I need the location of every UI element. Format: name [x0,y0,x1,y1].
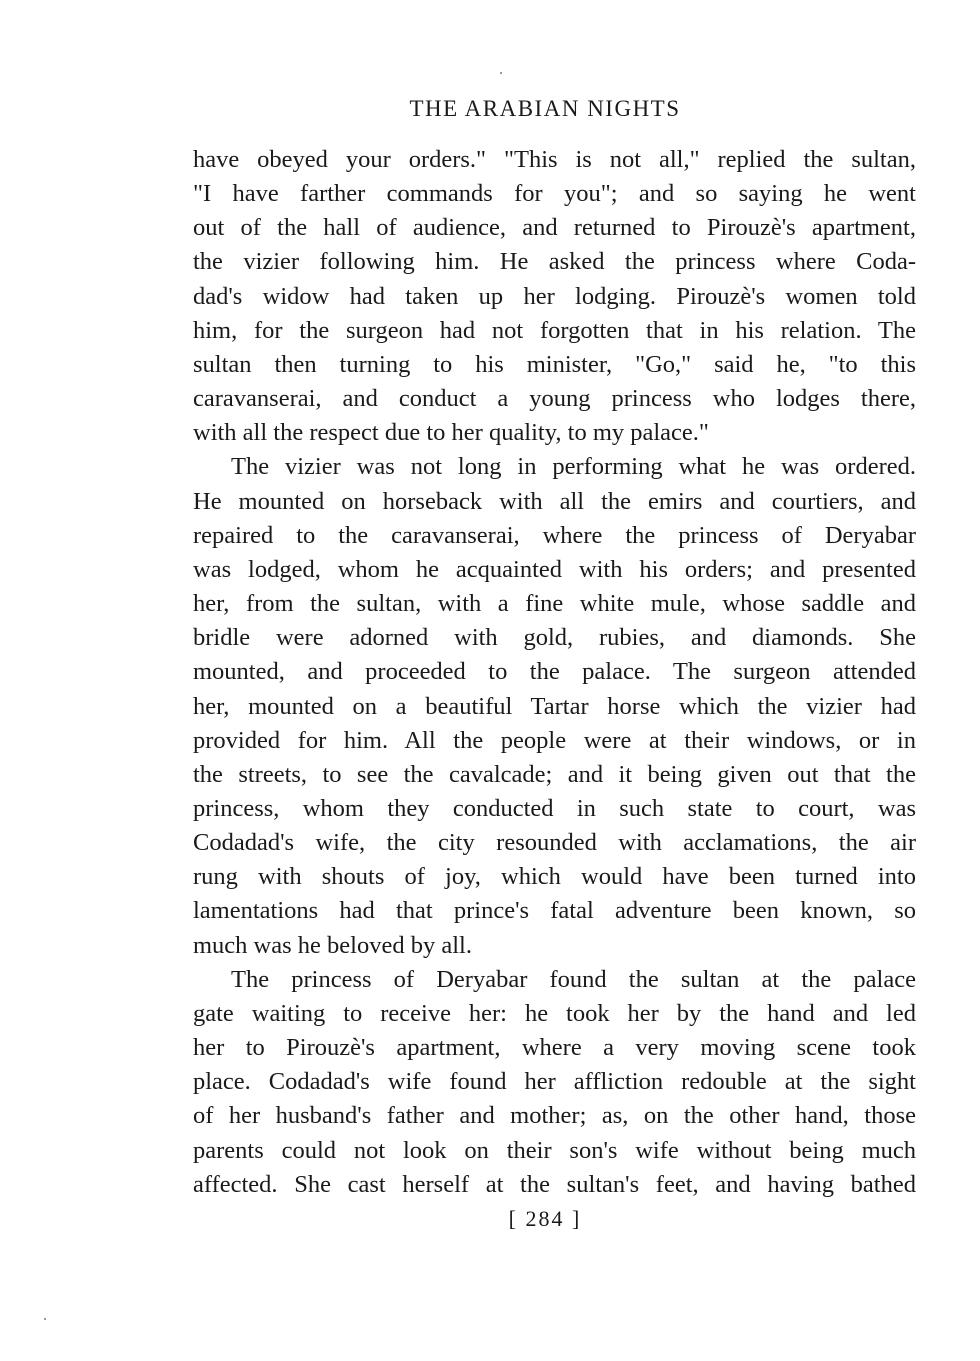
text-line: her to Pirouzè's apartment, where a very moving scene took [193,1034,916,1062]
text-line: the vizier following him. He asked the princess where Coda- [193,248,916,276]
text-line: much was he beloved by all. [193,931,472,959]
text-line: He mounted on horseback with all the emirs and courtiers, and [193,487,916,515]
paragraph [193,143,916,450]
text-line: out of the hall of audience, and returned to Pirouzè's apartment, [193,214,916,242]
scan-speck [44,1318,46,1320]
text-line: place. Codadad's wife found her affliction redouble at the sight [193,1068,916,1096]
text-line: dad's widow had taken up her lodging. Pirouzè's women told [193,282,916,310]
text-line: of her husband's father and mother; as, on the other hand, those [193,1102,916,1130]
text-line: The vizier was not long in performing what he was ordered. [231,453,916,481]
text-line: Codadad's wife, the city resounded with acclamations, the air [193,829,916,857]
text-line: caravanserai, and conduct a young princess who lodges there, [193,385,916,413]
text-line: provided for him. All the people were at their windows, or in [193,726,916,754]
text-line: affected. She cast herself at the sultan's feet, and having bathed [193,1170,916,1198]
scan-speck [500,72,502,74]
text-line: was lodged, whom he acquainted with his orders; and presented [193,555,916,583]
body-text [193,143,916,1202]
text-line: The princess of Deryabar found the sultan at the palace [231,965,916,993]
text-line: rung with shouts of joy, which would have been turned into [193,863,916,891]
text-line: the streets, to see the cavalcade; and it being given out that the [193,760,916,788]
text-line: parents could not look on their son's wife without being much [193,1136,916,1164]
page-number: [ 284 ] [508,1206,582,1231]
text-line: princess, whom they conducted in such state to court, was [193,794,916,822]
paragraph [193,963,916,1202]
text-line: gate waiting to receive her: he took her by the hand and led [193,999,916,1027]
paragraph [193,450,916,962]
running-head: THE ARABIAN NIGHTS [409,96,681,121]
text-line: lamentations had that prince's fatal adventure been known, so [193,897,916,925]
text-line: "I have farther commands for you"; and so saying he went [193,180,916,208]
text-line: sultan then turning to his minister, "Go," said he, "to this [193,350,916,378]
text-line: him, for the surgeon had not forgotten that in his relation. The [193,316,916,344]
text-line: mounted, and proceeded to the palace. The surgeon attended [193,658,916,686]
text-line: with all the respect due to her quality, to my palace." [193,419,709,447]
text-line: her, mounted on a beautiful Tartar horse which the vizier had [193,692,916,720]
text-line: bridle were adorned with gold, rubies, and diamonds. She [193,624,916,652]
text-line: her, from the sultan, with a fine white mule, whose saddle and [193,590,916,618]
text-line: repaired to the caravanserai, where the princess of Deryabar [193,521,916,549]
text-line: have obeyed your orders." "This is not all," replied the sultan, [193,146,916,173]
